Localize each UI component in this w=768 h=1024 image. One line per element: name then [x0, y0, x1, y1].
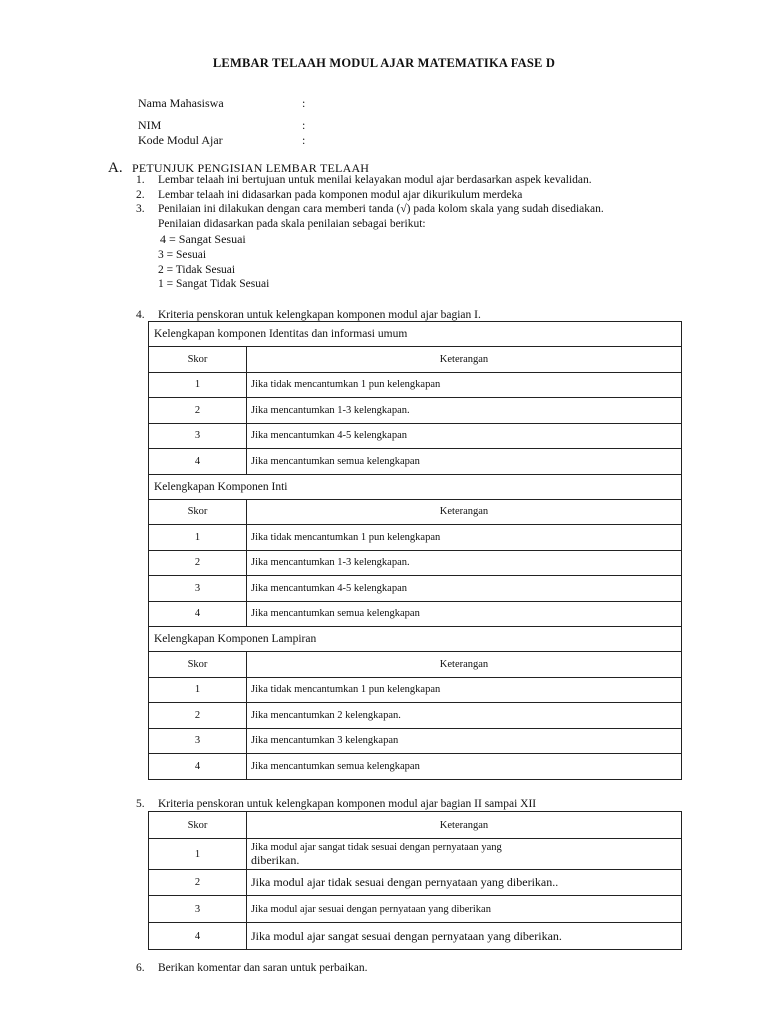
skor-cell: 3: [149, 576, 247, 602]
keterangan-cell: Jika modul ajar sesuai dengan pernyataan yang diberikan: [247, 896, 682, 923]
scale-item: 4 = Sangat Sesuai: [160, 232, 246, 246]
scale-intro: Penilaian didasarkan pada skala penilaian sebagai berikut:: [158, 218, 426, 230]
skor-cell: 1: [149, 525, 247, 551]
skor-cell: 2: [149, 550, 247, 576]
scale-item: 1 = Sangat Tidak Sesuai: [158, 278, 270, 290]
table-row: [149, 601, 682, 627]
skor-cell: 4: [149, 449, 247, 475]
instruction-2: [136, 189, 522, 201]
skor-cell: 3: [149, 896, 247, 923]
instruction-1: [136, 174, 592, 186]
group-title: Kelengkapan komponen Identitas dan informasi umum: [149, 322, 682, 347]
field-label: NIM: [138, 118, 162, 132]
item-text: Lembar telaah ini bertujuan untuk menilai kelayakan modul ajar berdasarkan aspek kevalidan.: [158, 174, 592, 186]
field-label: Nama Mahasiswa: [138, 96, 224, 110]
col-header-keterangan: Keterangan: [247, 499, 682, 525]
keterangan-cell: Jika mencantumkan 4-5 kelengkapan: [247, 423, 682, 449]
keterangan-cell: Jika mencantumkan 1-3 kelengkapan.: [247, 550, 682, 576]
item-number: 3.: [136, 203, 145, 215]
group-title: Kelengkapan Komponen Lampiran: [149, 627, 682, 652]
table-row: [149, 525, 682, 551]
item-4: [136, 309, 481, 321]
item-6: [136, 962, 367, 974]
field-nama-mahasiswa: [138, 96, 306, 111]
keterangan-cell: Jika tidak mencantumkan 1 pun kelengkapan: [247, 372, 682, 398]
col-header-keterangan: Keterangan: [247, 812, 682, 839]
skor-cell: 3: [149, 423, 247, 449]
keterangan-cell: Jika modul ajar sangat sesuai dengan pernyataan yang diberikan.: [247, 923, 682, 950]
table-row: [149, 372, 682, 398]
item-number: 1.: [136, 174, 145, 186]
keterangan-cell: Jika modul ajar tidak sesuai dengan pernyataan yang diberikan..: [247, 870, 682, 896]
skor-cell: 1: [149, 372, 247, 398]
field-kode-modul: [138, 133, 306, 148]
section-a-heading: [108, 160, 370, 177]
item-text: Lembar telaah ini didasarkan pada komponen modul ajar dikurikulum merdeka: [158, 189, 523, 201]
table-row: [149, 423, 682, 449]
table-row: [149, 728, 682, 754]
table-row: [149, 449, 682, 475]
scale-item: 2 = Tidak Sesuai: [158, 264, 236, 276]
skor-cell: 4: [149, 923, 247, 950]
keterangan-line: Jika modul ajar sangat tidak sesuai dengan pernyataan yang: [251, 842, 502, 853]
scale-item: 3 = Sesuai: [158, 249, 207, 261]
keterangan-cell: Jika mencantumkan semua kelengkapan: [247, 754, 682, 780]
table-row: [149, 923, 682, 950]
item-text: Kriteria penskoran untuk kelengkapan komponen modul ajar bagian I.: [158, 309, 481, 321]
group-title: Kelengkapan Komponen Inti: [149, 474, 682, 499]
col-header-keterangan: Keterangan: [247, 347, 682, 373]
keterangan-cell: Jika mencantumkan 2 kelengkapan.: [247, 703, 682, 729]
field-label: Kode Modul Ajar: [138, 133, 223, 147]
table-row: [149, 398, 682, 424]
skor-cell: 1: [149, 677, 247, 703]
table-row: [149, 677, 682, 703]
skor-cell: 2: [149, 870, 247, 896]
item-text: Berikan komentar dan saran untuk perbaikan.: [158, 962, 368, 974]
keterangan-cell: Jika mencantumkan semua kelengkapan: [247, 449, 682, 475]
item-5: [136, 798, 536, 810]
section-letter: A.: [108, 160, 123, 176]
col-header-skor: Skor: [149, 347, 247, 373]
criteria-table-part-1: [148, 321, 682, 780]
table-row: [149, 839, 682, 870]
col-header-skor: Skor: [149, 499, 247, 525]
page-title: LEMBAR TELAAH MODUL AJAR MATEMATIKA FASE D: [212, 56, 556, 70]
table-row: [149, 754, 682, 780]
table-row: [149, 550, 682, 576]
skor-cell: 1: [149, 839, 247, 870]
keterangan-cell: [247, 839, 682, 870]
instruction-3: [136, 203, 604, 215]
keterangan-cell: Jika mencantumkan semua kelengkapan: [247, 601, 682, 627]
table-row: [149, 576, 682, 602]
skor-cell: 2: [149, 703, 247, 729]
field-nim: [138, 118, 306, 133]
field-colon: :: [302, 96, 306, 110]
item-number: 4.: [136, 309, 145, 321]
field-colon: :: [302, 133, 306, 147]
section-title: PETUNJUK PENGISIAN LEMBAR TELAAH: [132, 161, 370, 175]
criteria-table-part-2: [148, 811, 682, 950]
table-row: [149, 870, 682, 896]
skor-cell: 3: [149, 728, 247, 754]
item-number: 6.: [136, 962, 145, 974]
keterangan-cell: Jika tidak mencantumkan 1 pun kelengkapan: [247, 677, 682, 703]
table-row: [149, 896, 682, 923]
skor-cell: 4: [149, 601, 247, 627]
keterangan-line: diberikan.: [251, 853, 300, 867]
item-text: Kriteria penskoran untuk kelengkapan komponen modul ajar bagian II sampai XII: [158, 798, 537, 810]
skor-cell: 4: [149, 754, 247, 780]
item-number: 5.: [136, 798, 145, 810]
field-colon: :: [302, 118, 306, 132]
item-number: 2.: [136, 189, 145, 201]
keterangan-cell: Jika mencantumkan 4-5 kelengkapan: [247, 576, 682, 602]
table-row: [149, 703, 682, 729]
skor-cell: 2: [149, 398, 247, 424]
col-header-skor: Skor: [149, 812, 247, 839]
item-text: Penilaian ini dilakukan dengan cara memberi tanda (√) pada kolom skala yang sudah disediakan.: [158, 203, 604, 215]
col-header-keterangan: Keterangan: [247, 652, 682, 678]
col-header-skor: Skor: [149, 652, 247, 678]
keterangan-cell: Jika mencantumkan 1-3 kelengkapan.: [247, 398, 682, 424]
keterangan-cell: Jika mencantumkan 3 kelengkapan: [247, 728, 682, 754]
keterangan-cell: Jika tidak mencantumkan 1 pun kelengkapan: [247, 525, 682, 551]
